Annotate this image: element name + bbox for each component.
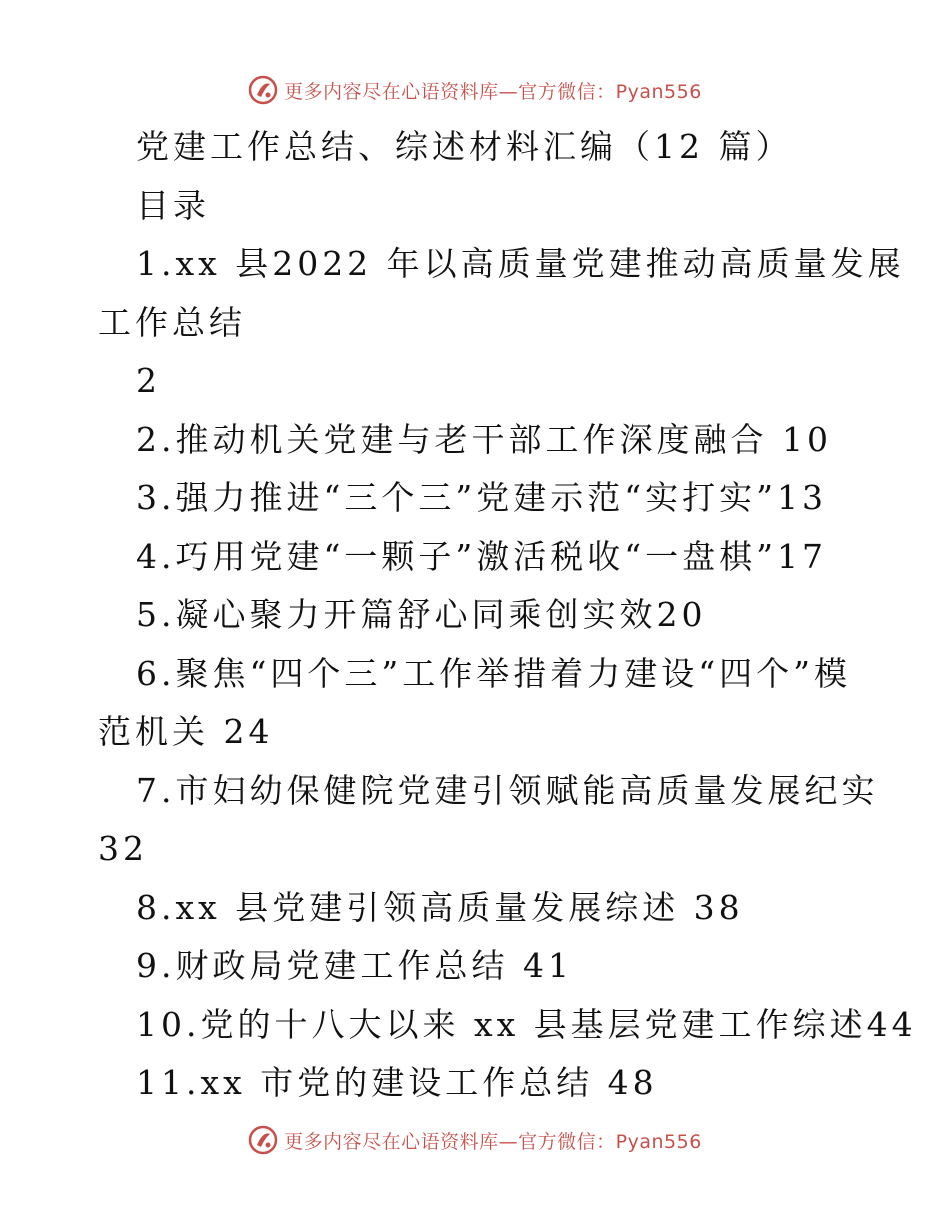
- toc-line: 7.市妇幼保健院党建引领赋能高质量发展纪实: [136, 770, 879, 810]
- watermark-text: 更多内容尽在心语资料库—官方微信：Pyan556: [284, 1130, 702, 1153]
- toc-line: 4.巧用党建“一颗子”激活税收“一盘棋”17: [136, 536, 827, 576]
- toc-line: 3.强力推进“三个三”党建示范“实打实”13: [136, 478, 827, 517]
- toc-line: 范机关 24: [98, 712, 274, 751]
- brand-logo-icon: [248, 1125, 278, 1155]
- toc-line: 工作总结: [98, 302, 246, 342]
- toc-line: 1.xx 县2022 年以高质量党建推动高质量发展: [136, 244, 905, 283]
- table-of-contents: [98, 235, 917, 1113]
- toc-line: 9.财政局党建工作总结 41: [136, 946, 573, 985]
- document-title: 党建工作总结、综述材料汇编（12 篇）: [136, 127, 793, 166]
- toc-line: 8.xx 县党建引领高质量发展综述 38: [136, 887, 744, 927]
- toc-line: 11.xx 市党的建设工作总结 48: [136, 1063, 658, 1102]
- toc-line: 2.推动机关党建与老干部工作深度融合 10: [136, 419, 832, 459]
- brand-logo-icon: [248, 75, 278, 105]
- watermark-text: 更多内容尽在心语资料库—官方微信：Pyan556: [284, 80, 702, 103]
- toc-line: 10.党的十八大以来 xx 县基层党建工作综述44: [136, 1004, 917, 1044]
- footer-watermark-banner: [0, 1120, 950, 1160]
- document-body: [98, 118, 917, 1113]
- header-watermark-banner: [0, 70, 950, 110]
- toc-heading: 目录: [136, 185, 210, 225]
- toc-line: 32: [98, 829, 148, 868]
- toc-line: 5.凝心聚力开篇舒心同乘创实效20: [136, 595, 707, 634]
- toc-line: 6.聚焦“四个三”工作举措着力建设“四个”模: [136, 653, 851, 693]
- toc-line: 2: [136, 361, 161, 400]
